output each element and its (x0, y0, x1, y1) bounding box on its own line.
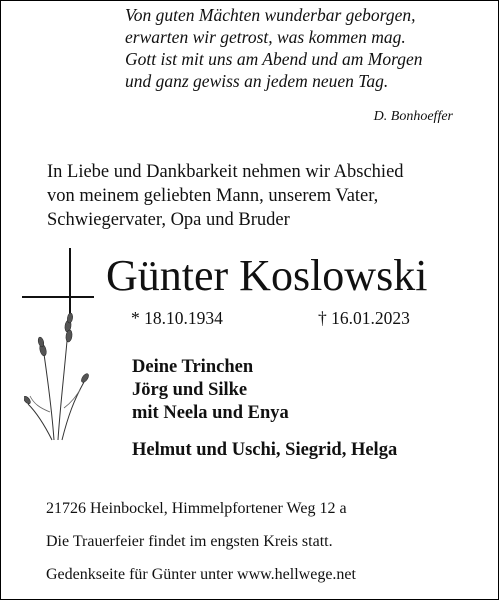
service-note: Die Trauerfeier findet im engsten Kreis statt. (46, 533, 333, 550)
intro-line: von meinem geliebten Mann, unserem Vater, (47, 186, 379, 206)
wheat-icon (24, 312, 94, 442)
deceased-name: Günter Koslowski (106, 251, 428, 300)
intro-line: In Liebe und Dankbarkeit nehmen wir Abschied (47, 162, 404, 182)
memorial-page-note: Gedenkseite für Günter unter www.hellwege.net (46, 566, 356, 583)
address: 21726 Heinbockel, Himmelpfortener Weg 12 a (46, 500, 347, 517)
mourner-line: mit Neela und Enya (132, 403, 289, 423)
mourner-line: Jörg und Silke (132, 380, 248, 400)
poem-line: und ganz gewiss an jedem neuen Tag. (125, 71, 389, 91)
mourner-line: Deine Trinchen (132, 357, 254, 377)
sibling-mourners: Helmut und Uschi, Siegrid, Helga (132, 440, 398, 460)
cross-horizontal-bar (22, 296, 94, 298)
birth-date: * 18.10.1934 (131, 308, 223, 328)
poem (125, 4, 465, 92)
poem-line: Von guten Mächten wunderbar geborgen, (125, 5, 416, 25)
intro-line: Schwiegervater, Opa und Bruder (47, 210, 290, 230)
poem-line: erwarten wir getrost, was kommen mag. (125, 27, 406, 47)
family-mourners (132, 356, 289, 425)
poem-author: D. Bonhoeffer (373, 109, 453, 124)
poem-line: Gott ist mit uns am Abend und am Morgen (125, 49, 423, 69)
death-date: † 16.01.2023 (318, 308, 410, 328)
intro-text (47, 160, 487, 232)
